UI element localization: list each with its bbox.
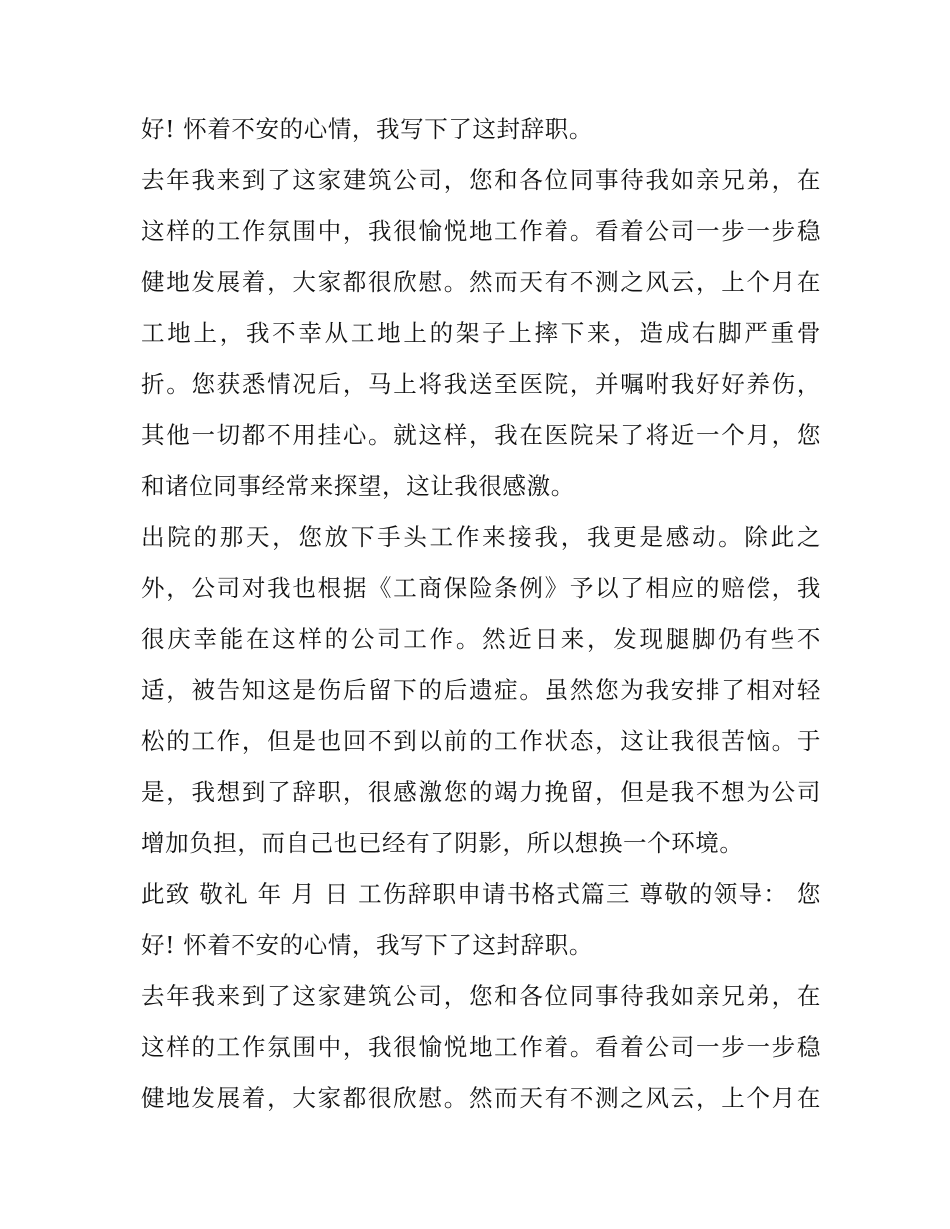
text-line: 这样的工作氛围中，我很愉悦地工作着。看着公司一步一步稳	[141, 217, 821, 245]
text-line: 好! 怀着不安的心情，我写下了这封辞职。	[141, 115, 593, 143]
text-line: 去年我来到了这家建筑公司，您和各位同事待我如亲兄弟，在	[141, 166, 821, 194]
body-text	[141, 109, 821, 1129]
text-line: 增加负担，而自己也已经有了阴影，所以想换一个环境。	[141, 829, 744, 857]
text-line: 健地发展着，大家都很欣慰。然而天有不测之风云，上个月在	[141, 1084, 821, 1112]
text-line: 好! 怀着不安的心情，我写下了这封辞职。	[141, 931, 593, 959]
text-line: 出院的那天，您放下手头工作来接我，我更是感动。除此之	[141, 523, 821, 551]
text-line: 外，公司对我也根据《工商保险条例》予以了相应的赔偿，我	[141, 574, 821, 602]
text-line: 此致 敬礼 年 月 日 工伤辞职申请书格式篇三 尊敬的领导： 您	[141, 880, 821, 908]
text-line: 和诸位同事经常来探望，这让我很感激。	[141, 472, 575, 500]
text-line: 健地发展着，大家都很欣慰。然而天有不测之风云，上个月在	[141, 268, 821, 296]
text-line: 适，被告知这是伤后留下的后遗症。虽然您为我安排了相对轻	[141, 676, 821, 704]
text-line: 去年我来到了这家建筑公司，您和各位同事待我如亲兄弟，在	[141, 982, 821, 1010]
text-line: 很庆幸能在这样的公司工作。然近日来，发现腿脚仍有些不	[141, 625, 821, 653]
text-line: 松的工作，但是也回不到以前的工作状态，这让我很苦恼。于	[141, 727, 821, 755]
text-line: 其他一切都不用挂心。就这样，我在医院呆了将近一个月，您	[141, 421, 821, 449]
text-line: 这样的工作氛围中，我很愉悦地工作着。看着公司一步一步稳	[141, 1033, 821, 1061]
text-line: 是，我想到了辞职，很感激您的竭力挽留，但是我不想为公司	[141, 778, 821, 806]
text-line: 工地上，我不幸从工地上的架子上摔下来，造成右脚严重骨	[141, 319, 821, 347]
text-line: 折。您获悉情况后，马上将我送至医院，并嘱咐我好好养伤，	[141, 370, 821, 398]
